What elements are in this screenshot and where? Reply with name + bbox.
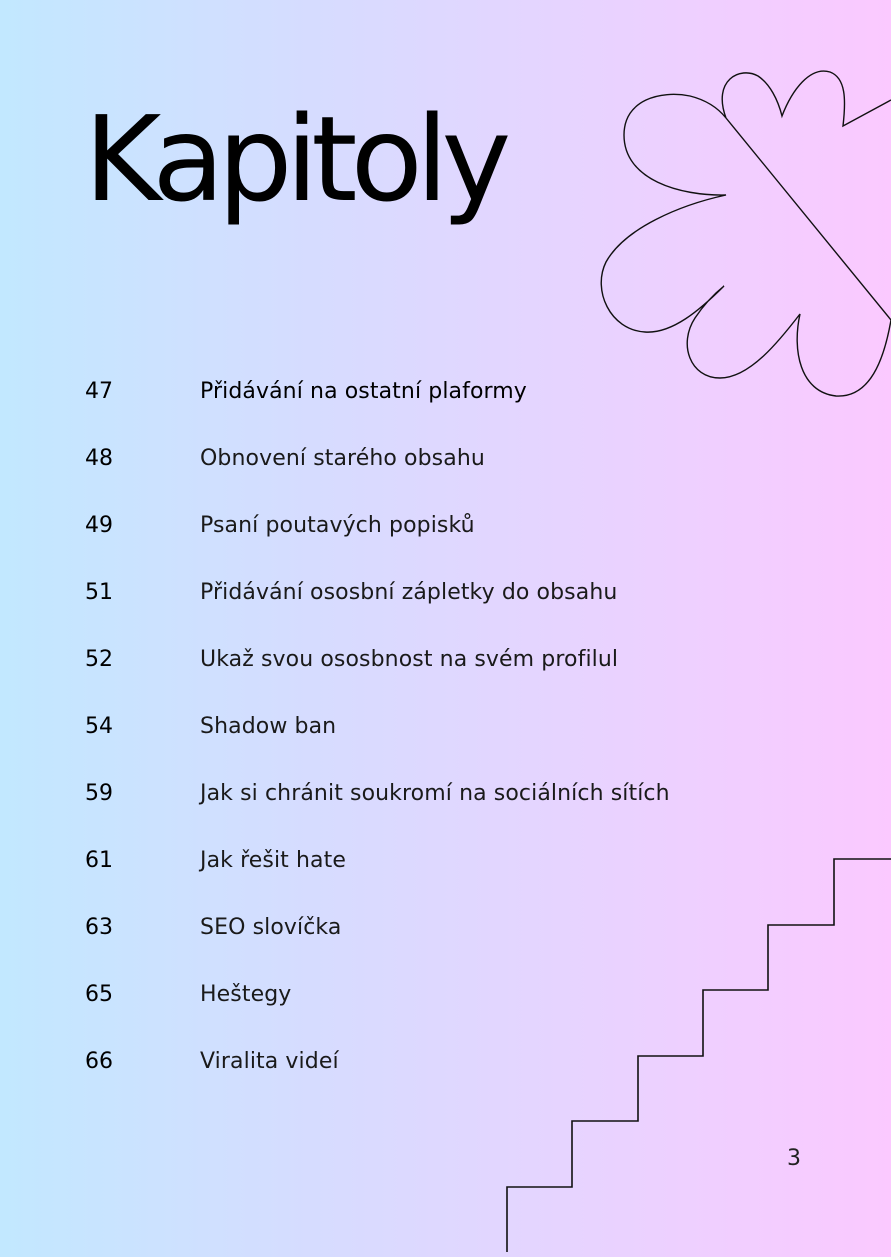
toc-row[interactable] [85, 640, 785, 707]
toc-page-number: 51 [85, 580, 113, 605]
toc-page-number: 47 [85, 379, 113, 404]
toc-page-number: 52 [85, 647, 113, 672]
toc-row[interactable] [85, 975, 785, 1042]
toc-chapter-title: Obnovení starého obsahu [200, 446, 485, 471]
toc-chapter-title: Přidávání na ostatní plaformy [200, 379, 527, 404]
toc-chapter-title: Psaní poutavých popisků [200, 513, 475, 538]
toc-chapter-title: Shadow ban [200, 714, 337, 739]
toc-page-number: 54 [85, 714, 113, 739]
toc-row[interactable] [85, 774, 785, 841]
toc-row[interactable] [85, 707, 785, 774]
page-title: Kapitoly [84, 90, 505, 228]
toc-page-number: 49 [85, 513, 113, 538]
toc-row[interactable] [85, 506, 785, 573]
toc-row[interactable] [85, 1042, 785, 1109]
toc-row[interactable] [85, 908, 785, 975]
toc-row[interactable] [85, 841, 785, 908]
toc-chapter-title: SEO slovíčka [200, 915, 342, 940]
table-of-contents [85, 372, 785, 1109]
toc-chapter-title: Jak si chránit soukromí na sociálních sítích [200, 781, 670, 806]
page-number: 3 [787, 1146, 801, 1171]
toc-page-number: 59 [85, 781, 113, 806]
toc-page-number: 65 [85, 982, 113, 1007]
toc-chapter-title: Heštegy [200, 982, 292, 1007]
toc-row[interactable] [85, 573, 785, 640]
toc-page-number: 48 [85, 446, 113, 471]
toc-page-number: 61 [85, 848, 113, 873]
toc-page-number: 66 [85, 1049, 113, 1074]
toc-page-number: 63 [85, 915, 113, 940]
toc-chapter-title: Viralita videí [200, 1049, 339, 1074]
toc-row[interactable] [85, 439, 785, 506]
toc-chapter-title: Přidávání ososbní zápletky do obsahu [200, 580, 618, 605]
toc-chapter-title: Ukaž svou ososbnost na svém profilul [200, 647, 619, 672]
flower-outline-icon [601, 71, 891, 396]
toc-chapter-title: Jak řešit hate [200, 848, 346, 873]
toc-row[interactable] [85, 372, 785, 439]
